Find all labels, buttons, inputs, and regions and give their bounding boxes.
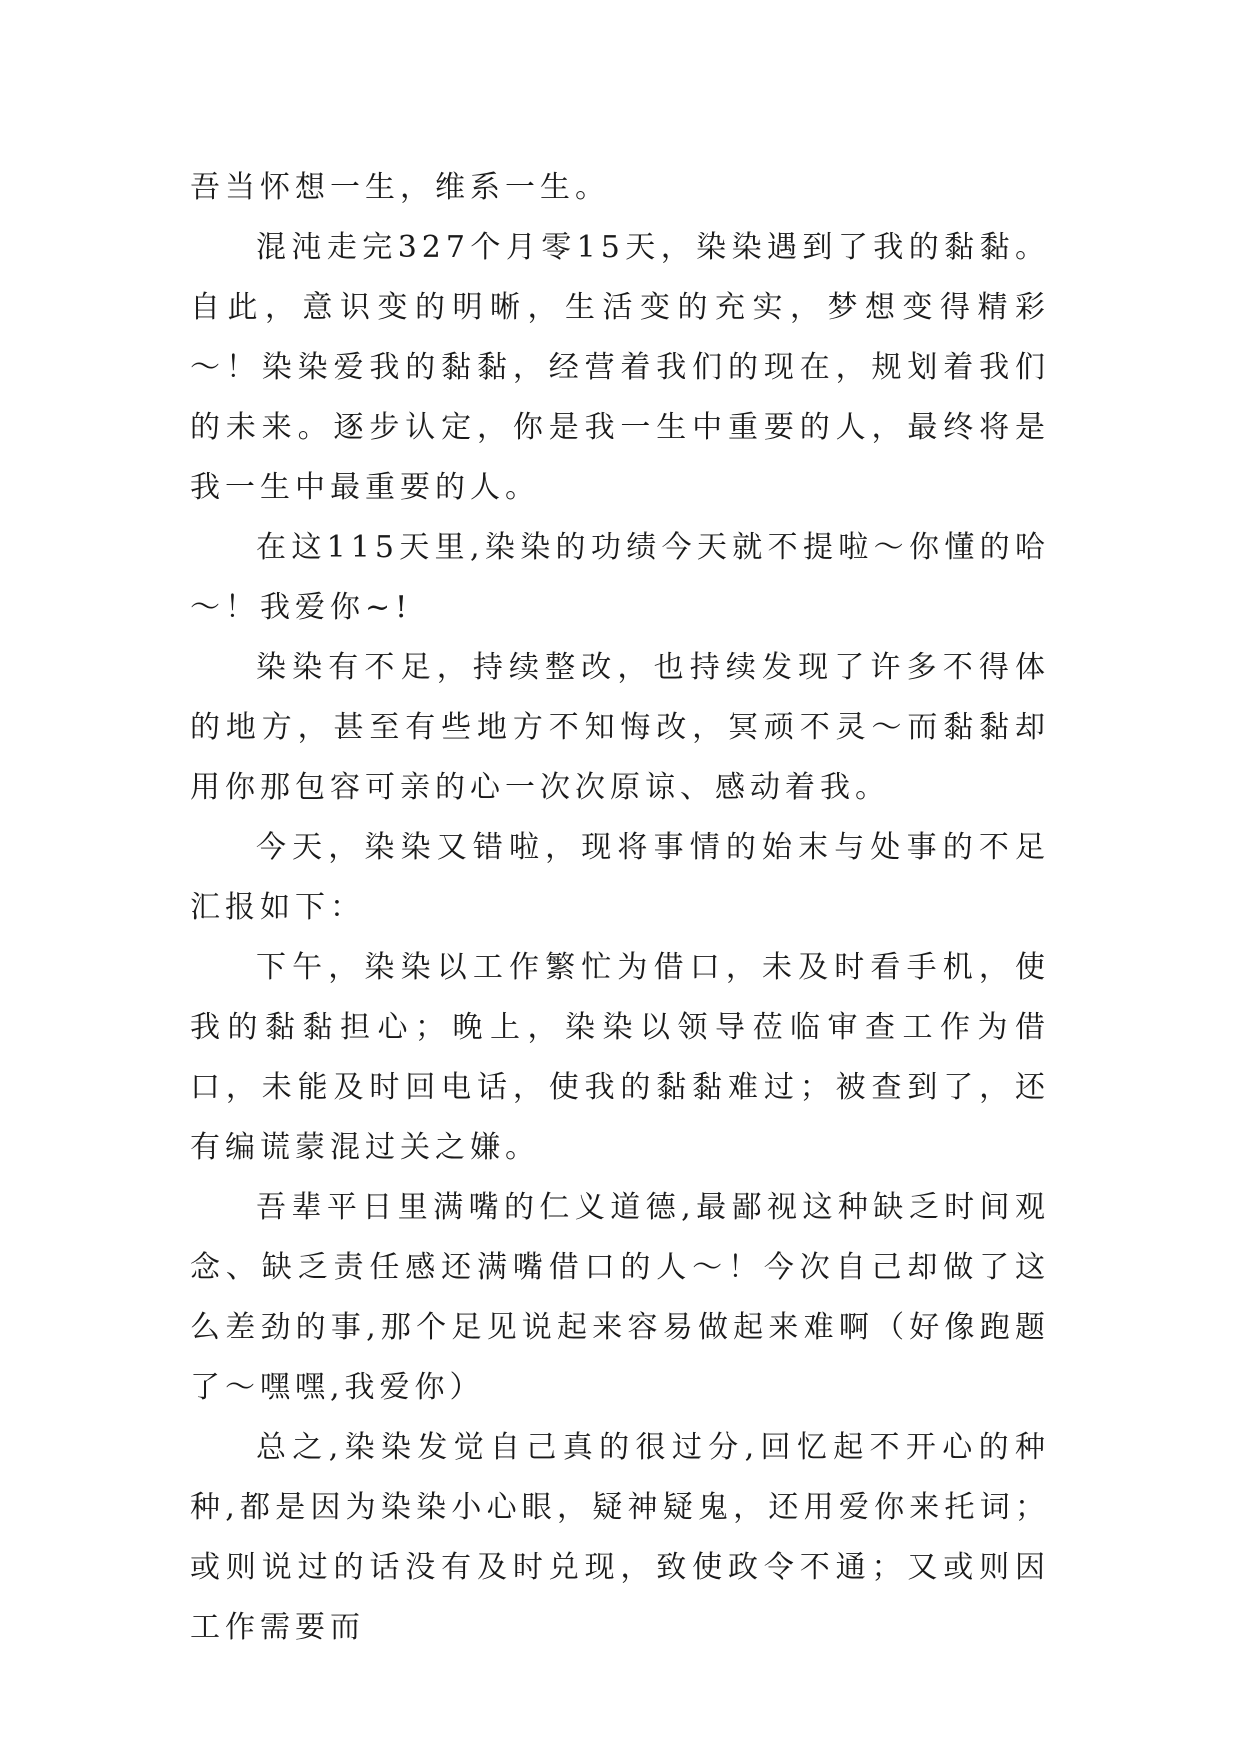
paragraph: 混沌走完327个月零15天，染染遇到了我的黏黏。自此，意识变的明晰，生活变的充实，梦想变得精彩～！染染爱我的黏黏，经营着我们的现在，规划着我们的未来。逐步认定，你是我一生中重要的人，最终将是我一生中最重要的人。 <box>190 230 1050 505</box>
document-body <box>190 158 1050 1658</box>
paragraph: 总之,染染发觉自己真的很过分,回忆起不开心的种种,都是因为染染小心眼，疑神疑鬼，还用爱你来托词；或则说过的话没有及时兑现，致使政令不通；又或则因工作需要而 <box>190 1430 1050 1645</box>
paragraph: 今天，染染又错啦，现将事情的始末与处事的不足汇报如下： <box>190 830 1050 925</box>
paragraph: 在这115天里,染染的功绩今天就不提啦～你懂的哈～！我爱你~! <box>190 530 1050 625</box>
paragraph: 吾辈平日里满嘴的仁义道德,最鄙视这种缺乏时间观念、缺乏责任感还满嘴借口的人～！今次自己却做了这么差劲的事,那个足见说起来容易做起来难啊（好像跑题了～嘿嘿,我爱你） <box>190 1190 1050 1405</box>
paragraph: 下午，染染以工作繁忙为借口，未及时看手机，使我的黏黏担心；晚上，染染以领导莅临审查工作为借口，未能及时回电话，使我的黏黏难过；被查到了，还有编谎蒙混过关之嫌。 <box>190 950 1050 1165</box>
paragraph: 染染有不足，持续整改，也持续发现了许多不得体的地方，甚至有些地方不知悔改，冥顽不灵～而黏黏却用你那包容可亲的心一次次原谅、感动着我。 <box>190 650 1050 805</box>
paragraph-continuation: 吾当怀想一生，维系一生。 <box>190 170 610 205</box>
